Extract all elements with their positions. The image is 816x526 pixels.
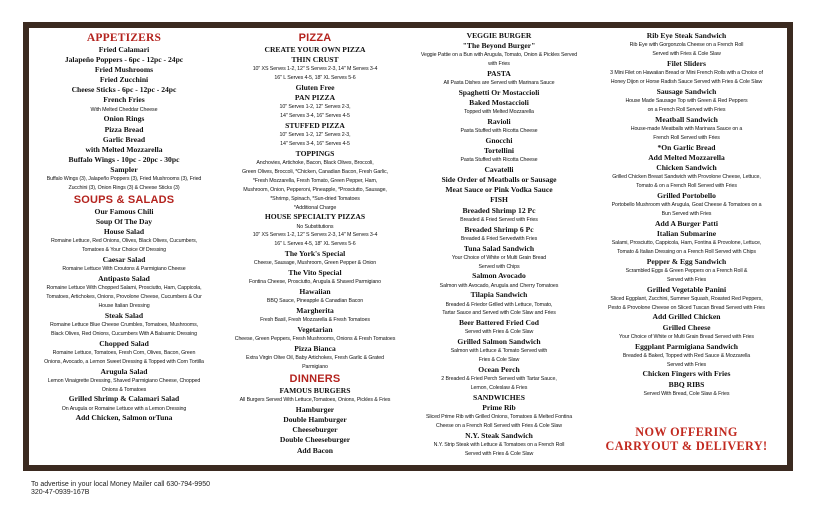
menu-item-name: Salmon Avocado: [472, 271, 526, 281]
menu-column-appetizers-salads: [34, 31, 214, 424]
footer-advertise-line: To advertise in your local Money Mailer call 630-794-9950: [31, 481, 210, 488]
menu-item-name: Add A Burger Patti: [655, 218, 718, 228]
menu-item-description: House-made Meatballs with Marinara Sauce on a: [630, 125, 743, 132]
menu-item-description: Green Olives, Broccoli, *Chicken, Canadian Bacon, Fresh Garlic,: [242, 168, 388, 175]
menu-item-name: Spaghetti Or Mostaccioli: [458, 88, 540, 97]
menu-item-description: Romaine Lettuce With Croutons & Parmigiano Cheese: [62, 266, 186, 273]
menu-item-description: Honey Dijon or Horse Radish Sauce Served with Fries & Cole Slaw: [610, 78, 763, 85]
menu-item-description: On Arugula or Romaine Lettuce with a Lemon Dressing: [61, 405, 187, 412]
menu-item-description: Tomato & on a French Roll Served with Fries: [636, 182, 737, 189]
menu-item-description: Breaded & Friedor Grilled with Lettuce, Tomato,: [445, 301, 553, 308]
menu-item-name: Ravioli: [487, 117, 511, 127]
menu-item-name: Garlic Bread: [102, 134, 146, 144]
menu-item-name: FAMOUS BURGERS: [279, 386, 351, 396]
menu-item-name: FISH: [490, 195, 508, 205]
menu-item-name: Pizza Bianca: [294, 344, 336, 354]
menu-item-name: Gnocchi: [485, 136, 513, 146]
menu-item-name: Margherita: [296, 306, 334, 316]
menu-item-name: Breaded Shrimp 6 Pc: [464, 224, 534, 234]
menu-item-name: Grilled Shrimp & Calamari Salad: [68, 394, 180, 404]
menu-item-description: Grilled Chicken Breast Sandwich with Provolone Cheese, Lettuce,: [612, 173, 761, 180]
menu-item-name: Antipasto Salad: [98, 273, 150, 283]
menu-item-name: Double Cheeseburger: [279, 435, 351, 445]
menu-item-name: Breaded Shrimp 12 Pc: [462, 205, 536, 215]
menu-item-name: Chopped Salad: [99, 338, 149, 348]
menu-item-name: Soup Of The Day: [95, 216, 153, 226]
menu-item-name: Cavatelli: [484, 165, 514, 175]
menu-item-name: House Salad: [103, 227, 145, 237]
menu-item-name: Onion Rings: [103, 114, 145, 124]
menu-item-description: Sliced Eggplant, Zucchini, Summer Squash, Roasted Red Peppers,: [610, 295, 763, 302]
menu-item-description: French Roll Served with Fries: [653, 134, 720, 141]
menu-item-name: BBQ RIBS: [668, 379, 705, 389]
menu-item-description: Buffalo Wings (3), Jalapeño Poppers (3), Fried Mushrooms (3), Fried: [46, 176, 202, 183]
menu-item-description: Cheese, Sausage, Mushroom, Green Pepper & Onion: [253, 260, 377, 267]
menu-item-description: 16" L Serves 4-5, 18" XL Serves 5-6: [274, 75, 356, 82]
menu-item-description: Served with Fries: [666, 276, 707, 283]
menu-item-name: SANDWICHES: [473, 393, 525, 403]
menu-item-name: Side Order of Meatballs or Sausage: [441, 175, 557, 185]
menu-item-name: TOPPINGS: [295, 148, 335, 158]
menu-item-description: Cheese on a French Roll Served with Fries & Cole Slaw: [435, 423, 562, 430]
menu-item-name: The York's Special: [284, 249, 346, 259]
menu-item-name: Gluten Free: [295, 83, 335, 92]
promo-line-1: NOW OFFERING: [635, 425, 738, 439]
menu-item-description: 3 Mini Filet on Hawaiian Bread or Mini French Rolls with a Choice of: [610, 70, 763, 76]
menu-page: [29, 28, 787, 465]
menu-item-name: Tilapia Sandwich: [470, 290, 528, 300]
menu-column-sandwiches: [590, 31, 783, 399]
menu-item-name: Grilled Salmon Sandwich: [457, 337, 541, 347]
menu-item-name: Sampler: [110, 164, 138, 174]
menu-item-name: Double Hamburger: [283, 415, 347, 425]
menu-item-name: Rib Eye Steak Sandwich: [646, 31, 727, 40]
menu-item-description: Tomatoes, Artichokes, Onions, Provolone Cheese, Cucumbers & Our: [46, 293, 202, 300]
menu-item-description: BBQ Sauce, Pineapple & Canadian Bacon: [266, 298, 364, 305]
promo-line-2: CARRYOUT & DELIVERY!: [605, 438, 768, 453]
menu-item-description: Cheese, Green Peppers, Fresh Mushrooms, Onions & Fresh Tomatoes: [234, 336, 396, 343]
menu-item-description: *Shrimp, Spinach, *Sun-dried Tomatoes: [270, 195, 360, 202]
menu-item-name: with Melted Mozzarella: [85, 144, 163, 154]
menu-item-name: Add Chicken, Salmon orTuna: [75, 413, 173, 423]
menu-item-name: Tortellini: [483, 146, 515, 156]
section-heading: DINNERS: [289, 373, 341, 386]
menu-item-name: PASTA: [487, 69, 511, 78]
menu-item-description: With Melted Cheddar Cheese: [90, 106, 158, 113]
menu-item-description: Fries & Cole Slaw: [478, 357, 520, 364]
menu-item-description: 14" Serves 3-4, 16" Serves 4-5: [280, 141, 350, 147]
menu-item-description: No Substitutions: [296, 223, 334, 230]
menu-item-description: Veggie Pattie on a Bun with Arugula, Tomato, Onion & Pickles Served: [420, 52, 578, 59]
menu-item-description: Tomatoes & Your Choice Of Dressing: [81, 247, 167, 254]
menu-item-name: Grilled Vegetable Panini: [646, 284, 727, 294]
menu-item-description: Tartar Sauce and Served with Cole Slaw and Fries: [442, 310, 556, 317]
menu-item-description: Mushroom, Onion, Pepperoni, Pineapple, *Prosciutto, Sausage,: [243, 186, 387, 193]
menu-item-description: Parmigiano: [302, 364, 328, 371]
menu-item-name: Ocean Perch: [478, 365, 520, 375]
menu-item-description: *Additional Charge: [293, 204, 337, 211]
menu-item-name: Italian Submarine: [656, 228, 717, 238]
menu-item-name: Cheeseburger: [292, 425, 338, 435]
menu-item-name: Baked Mostaccioli: [469, 98, 529, 108]
menu-item-name: Add Grilled Chicken: [652, 312, 721, 322]
menu-item-name: Pepper & Egg Sandwich: [646, 256, 727, 266]
section-heading: SOUPS & SALADS: [73, 193, 175, 206]
menu-item-description: Pasta Stuffed with Ricotta Cheese: [460, 157, 538, 164]
menu-item-name: Filet Sliders: [666, 58, 707, 68]
menu-item-name: Fried Zucchini: [99, 75, 149, 85]
menu-item-name: Eggplant Parmigiana Sandwich: [635, 341, 738, 351]
menu-item-description: Served with Fries & Cole Slaw: [652, 51, 721, 57]
menu-item-description: 10" Serves 1-2, 12" Serves 2-3,: [279, 104, 351, 111]
menu-item-description: Breaded & Fried Servedwith Fries: [460, 235, 538, 242]
menu-item-name: Our Famous Chili: [94, 206, 154, 216]
footer-advertising-note: [31, 481, 210, 498]
menu-item-name: Beer Battered Fried Cod: [458, 318, 540, 328]
menu-item-description: Breaded & Fried Served with Fries: [460, 216, 538, 223]
menu-item-name: Hamburger: [295, 405, 335, 415]
menu-item-description: Portobello Mushroom with Arugula, Goat Cheese & Tomatoes on a: [611, 201, 762, 208]
menu-item-name: PAN PIZZA: [294, 93, 336, 103]
menu-item-name: N.Y. Steak Sandwich: [465, 431, 533, 441]
menu-item-description: Romaine Lettuce With Chopped Salami, Prosciutto, Ham, Cappicola,: [46, 285, 202, 292]
menu-item-description: Scrambled Eggs & Green Peppers on a French Roll &: [625, 267, 748, 274]
menu-item-description: House Made Sausage Top with Green & Red Peppers: [625, 97, 748, 104]
menu-item-description: Your Choice of White or Multi Grain Bread: [451, 254, 547, 261]
menu-item-name: Jalapeño Poppers - 6pc - 12pc - 24pc: [64, 55, 184, 65]
menu-item-description: Lemon, Coleslaw & Fries: [470, 385, 528, 392]
menu-item-description: Onions, Avocado, a Lemon Sweet Dressing & Topped with Corn Tortilla: [44, 358, 204, 365]
menu-item-description: Rib Eye with Gorgonzola Cheese on a French Roll: [629, 42, 744, 49]
menu-item-description: Bun Served with Fries: [661, 210, 712, 217]
menu-item-description: Served with Fries & Cole Slaw: [464, 329, 534, 336]
menu-item-name: Tuna Salad Sandwich: [463, 243, 535, 253]
menu-item-description: N.Y. Strip Steak with Lettuce & Tomatoes on a French Roll: [433, 442, 565, 449]
menu-item-description: Salmon with Avocado, Arugula and Cherry Tomatoes: [439, 282, 559, 289]
menu-item-name: Meat Sauce or Pink Vodka Sauce: [445, 185, 553, 195]
menu-item-name: Cheese Sticks - 6pc - 12pc - 24pc: [71, 85, 177, 95]
menu-item-description: 16" L Serves 4-5, 18" XL Serves 5-6: [274, 241, 356, 248]
menu-item-description: Romaine Lettuce, Tomatoes, Fresh Corn, Olives, Bacon, Green: [52, 349, 196, 356]
menu-item-name: "The Beyond Burger": [462, 41, 536, 51]
menu-item-description: Pesto & Provolone Cheese on Sliced Tuscan Bread Served with Fries: [608, 304, 765, 311]
menu-item-name: Hawaiian: [299, 287, 331, 297]
menu-item-name: Grilled Cheese: [662, 322, 711, 332]
menu-item-name: Grilled Portobello: [657, 190, 716, 200]
menu-item-description: Zucchini (3), Onion Rings (3) & Cheese Sticks (3): [68, 184, 180, 191]
menu-item-description: Black Olives, Red Onions, Cucumbers With A Balsamic Dressing: [51, 330, 197, 337]
menu-item-name: Prime Rib: [482, 403, 516, 413]
menu-item-description: 10" Serves 1-2, 12" Serves 2-3,: [279, 132, 351, 139]
menu-item-description: Lemon Vinaigrette Dressing, Shaved Parmigiano Cheese, Chopped: [47, 377, 201, 384]
menu-item-description: 10" XS Serves 1-2, 12" S Serves 2-3, 14" M Serves 3-4: [252, 66, 378, 73]
menu-item-description: Served With Bread, Cole Slaw & Fries: [643, 390, 730, 397]
menu-item-description: with Fries: [488, 61, 510, 68]
menu-item-description: Pasta Stuffed with Ricotta Cheese: [460, 128, 538, 135]
menu-item-description: Topped with Melted Mozzarella: [464, 109, 534, 116]
menu-item-name: Meatball Sandwich: [655, 114, 718, 124]
menu-item-name: Fried Mushrooms: [94, 65, 154, 75]
menu-item-description: Served with Chips: [478, 263, 520, 270]
menu-item-description: Fontina Cheese, Prosciutto, Arugula & Shaved Parmigiano: [248, 279, 381, 286]
menu-item-description: Breaded & Baked, Topped with Red Sauce & Mozzarella: [622, 352, 751, 359]
menu-item-description: Your Choice of White or Multi Grain Bread Served with Fries: [619, 333, 754, 340]
menu-item-name: STUFFED PIZZA: [285, 121, 345, 130]
menu-item-name: CREATE YOUR OWN PIZZA: [264, 45, 366, 54]
menu-item-name: THIN CRUST: [291, 55, 339, 65]
menu-item-description: on a French Roll Served with Fries: [647, 106, 726, 113]
menu-column-pizza-dinners: [225, 31, 405, 456]
menu-item-name: Add Melted Mozzarella: [648, 152, 725, 162]
menu-item-name: French Fries: [103, 95, 145, 105]
menu-item-name: Chicken Sandwich: [656, 162, 717, 172]
menu-item-name: The Vito Special: [288, 268, 342, 278]
menu-item-name: Vegetarian: [297, 325, 333, 335]
section-heading: PIZZA: [298, 32, 332, 44]
menu-item-description: Romaine Lettuce Blue Cheese Crumbles, Tomatoes, Mushrooms,: [49, 321, 199, 328]
menu-item-name: VEGGIE BURGER: [466, 31, 532, 40]
section-heading: APPETIZERS: [86, 32, 162, 44]
menu-item-description: Anchovies, Artichoke, Bacon, Black Olives, Broccoli,: [256, 160, 374, 166]
menu-item-description: Salmon with Lettuce & Tomato Served with: [450, 348, 548, 355]
menu-item-name: HOUSE SPECIALTY PIZZAS: [264, 212, 366, 222]
menu-item-description: Sliced Prime Rib with Grilled Onions, Tomatoes & Melted Fontina: [425, 414, 573, 421]
menu-item-description: Romaine Lettuce, Red Onions, Olives, Black Olives, Cucumbers,: [50, 238, 198, 245]
menu-item-description: Served with Fries: [666, 361, 707, 368]
menu-column-pasta-fish: [414, 31, 584, 459]
menu-item-name: *On Garlic Bread: [657, 142, 716, 152]
menu-item-description: House Italian Dressing: [98, 302, 150, 309]
menu-item-name: Steak Salad: [104, 310, 144, 320]
menu-item-description: Salami, Prosciutto, Cappicola, Ham, Fontina & Provolone, Lettuce,: [611, 239, 762, 246]
menu-item-description: 10" XS Serves 1-2, 12" S Serves 2-3, 14" M Serves 3-4: [252, 232, 378, 239]
menu-item-description: Onions & Tomatoes: [101, 386, 147, 393]
carryout-delivery-banner: [590, 426, 783, 453]
menu-item-name: Chicken Fingers with Fries: [642, 369, 731, 379]
menu-item-description: Served with Fries & Cole Slaw: [464, 451, 534, 458]
menu-item-name: Pizza Bread: [104, 124, 144, 134]
menu-item-name: Add Bacon: [296, 445, 334, 455]
footer-code-line: 320-47-0939-167B: [31, 489, 90, 497]
menu-item-description: Tomato & Italian Dressing on a French Roll Served with Chips: [617, 248, 756, 255]
menu-item-description: All Burgers Served With Lettuce,Tomatoes, Onions, Pickles & Fries: [239, 397, 391, 404]
menu-item-description: *Fresh Mozzarella, Fresh Tomato, Green Pepper, Ham,: [252, 177, 378, 184]
menu-item-name: Fried Calamari: [98, 45, 150, 54]
menu-item-name: Sausage Sandwich: [656, 86, 717, 96]
menu-item-description: Fresh Basil, Fresh Mozzarella & Fresh Tomatoes: [260, 317, 370, 324]
menu-item-name: Buffalo Wings - 10pc - 20pc - 30pc: [68, 154, 180, 164]
menu-item-description: 2 Breaded & Fried Perch Served with Tartar Sauce,: [441, 376, 557, 383]
menu-item-name: Caesar Salad: [102, 254, 146, 264]
menu-item-description: 14" Serves 3-4, 16" Serves 4-5: [280, 113, 350, 120]
menu-item-description: Extra Virgin Olive Oil, Baby Artichokes, Fresh Garlic & Grated: [246, 355, 384, 362]
menu-item-description: All Pasta Dishes are Served with Marinara Sauce: [443, 80, 555, 87]
menu-item-name: Arugula Salad: [100, 366, 148, 376]
